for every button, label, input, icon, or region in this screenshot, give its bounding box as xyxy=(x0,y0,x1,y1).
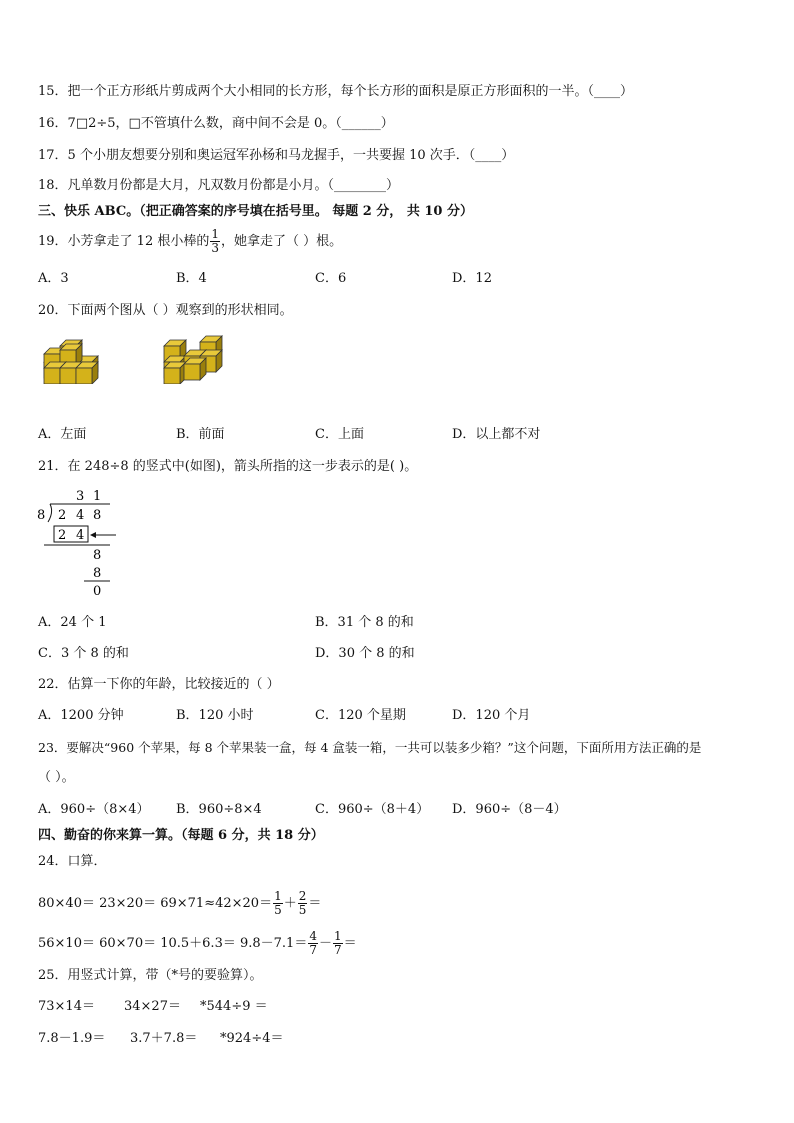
section-4-heading: 四、勤奋的你来算一算。（每题 6 分，共 18 分） xyxy=(38,828,324,843)
q24-frac-2b-den: 7 xyxy=(333,943,342,957)
question-25: 25．用竖式计算，带（*号的要验算）。 xyxy=(38,968,263,983)
question-16: 16．7□2÷5，□不管填什么数，商中间不会是 0。（______） xyxy=(38,116,394,131)
q24-frac-2b-num: 1 xyxy=(333,929,342,943)
q24-frac-2a xyxy=(308,930,318,957)
step1-digit-2: 4 xyxy=(76,528,85,543)
step2-digit: 8 xyxy=(93,548,102,563)
q20-option-a: A．左面 xyxy=(38,427,87,442)
q19-post: ，她拿走了（ ）根。 xyxy=(221,234,343,249)
q19-numerator: 1 xyxy=(211,227,219,241)
q21-option-c: C．3 个 8 的和 xyxy=(38,646,129,661)
dividend-digit-1: 2 xyxy=(58,508,67,523)
q24-frac-1a-den: 5 xyxy=(274,903,282,917)
q24-frac-1a xyxy=(273,890,283,917)
q25-row-2-b: 3.7＋7.8＝ xyxy=(130,1031,198,1046)
q25-row-1-b: 34×27＝ xyxy=(124,999,181,1014)
q23-option-b: B．960÷8×4 xyxy=(176,802,262,817)
q24-frac-2a-num: 4 xyxy=(309,929,317,943)
q20-option-b: B．前面 xyxy=(176,427,225,442)
long-division-figure xyxy=(36,486,126,602)
arrow-head-icon xyxy=(90,532,96,538)
q19-denominator: 3 xyxy=(211,241,219,255)
q24-frac-2a-den: 7 xyxy=(309,943,317,957)
question-15: 15．把一个正方形纸片剪成两个大小相同的长方形，每个长方形的面积是原正方形面积的一半。（____） xyxy=(38,84,634,99)
q22-option-a: A．1200 分钟 xyxy=(38,708,124,723)
q24-row-1-tail: ＝ xyxy=(308,896,322,911)
q20-option-d: D．以上都不对 xyxy=(452,427,541,442)
q24-frac-1b-num: 2 xyxy=(298,889,307,903)
q19-option-c: C．6 xyxy=(315,271,347,286)
section-3-heading: 三、快乐 ABC。（把正确答案的序号填在括号里。 每题 2 分， 共 10 分） xyxy=(38,204,473,219)
cube-figure-left xyxy=(40,334,104,384)
q22-option-b: B．120 小时 xyxy=(176,708,254,723)
step1-digit-1: 2 xyxy=(58,528,67,543)
q19-option-a: A．3 xyxy=(38,271,69,286)
q24-row-1: 80×40＝ 23×20＝ 69×71≈42×20＝ $\frac{1}{5}$ ＋ $\frac{2}{5}$ ＝ xyxy=(38,889,322,917)
question-21: 21．在 248÷8 的竖式中(如图)，箭头所指的这一步表示的是( )。 xyxy=(38,459,418,474)
question-24: 24．口算． xyxy=(38,854,107,869)
q19-option-d: D．12 xyxy=(452,271,492,286)
q24-frac-1b xyxy=(298,890,308,917)
q19-pre: 19．小芳拿走了 12 根小棒的 xyxy=(38,234,210,249)
question-23: 23．要解决“960 个苹果，每 8 个苹果装一盒，每 4 盒装一箱，一共可以装多少箱？”这个问题，下面所用方法正确的是 xyxy=(38,740,702,755)
q25-row-1-c: *544÷9 ＝ xyxy=(200,999,268,1014)
dividend-digit-3: 8 xyxy=(93,508,102,523)
quotient-digit-2: 1 xyxy=(93,489,102,504)
question-18: 18．凡单数月份都是大月，凡双数月份都是小月。（________） xyxy=(38,178,400,193)
q24-frac-1a-num: 1 xyxy=(274,889,282,903)
divisor: 8 xyxy=(37,508,46,523)
q23-option-a: A．960÷（8×4） xyxy=(38,802,150,817)
step3-digit: 8 xyxy=(93,566,102,581)
question-19 xyxy=(38,228,342,255)
q21-option-b: B．31 个 8 的和 xyxy=(315,615,414,630)
quotient-digit-1: 3 xyxy=(76,489,85,504)
q25-row-1-a: 73×14＝ xyxy=(38,999,95,1014)
q24-frac-1b-den: 5 xyxy=(298,903,307,917)
q24-row-1-text: 80×40＝ 23×20＝ 69×71≈42×20＝ xyxy=(38,896,273,911)
q21-option-a: A．24 个 1 xyxy=(38,615,107,630)
q24-row-2: 56×10＝ 60×70＝ 10.5＋6.3＝ 9.8－7.1＝ $\frac{4}{7}$ － $\frac{1}{7}$ ＝ xyxy=(38,929,357,957)
cube-figure-right xyxy=(160,334,230,384)
q23-option-d: D．960÷（8－4） xyxy=(452,802,567,817)
q19-fraction xyxy=(210,228,220,255)
q25-row-2-c: *924÷4＝ xyxy=(220,1031,284,1046)
question-20: 20．下面两个图从（ ）观察到的形状相同。 xyxy=(38,303,293,318)
q20-option-c: C．上面 xyxy=(315,427,364,442)
q23-option-c: C．960÷（8＋4） xyxy=(315,802,430,817)
remainder-digit: 0 xyxy=(93,584,102,599)
q24-row-2-text: 56×10＝ 60×70＝ 10.5＋6.3＝ 9.8－7.1＝ xyxy=(38,936,308,951)
q24-row-2-tail: ＝ xyxy=(343,936,357,951)
q22-option-d: D．120 个月 xyxy=(452,708,531,723)
q19-option-b: B．4 xyxy=(176,271,207,286)
dividend-digit-2: 4 xyxy=(76,508,85,523)
question-22: 22．估算一下你的年龄，比较接近的（ ） xyxy=(38,677,280,692)
q25-row-2-a: 7.8－1.9＝ xyxy=(38,1031,106,1046)
q21-option-d: D．30 个 8 的和 xyxy=(315,646,415,661)
question-17: 17．5 个小朋友想要分别和奥运冠军孙杨和马龙握手，一共要握 10 次手．（____） xyxy=(38,148,515,163)
q22-option-c: C．120 个星期 xyxy=(315,708,406,723)
q24-frac-2b xyxy=(333,930,343,957)
question-23-cont: （ ）。 xyxy=(38,770,75,785)
